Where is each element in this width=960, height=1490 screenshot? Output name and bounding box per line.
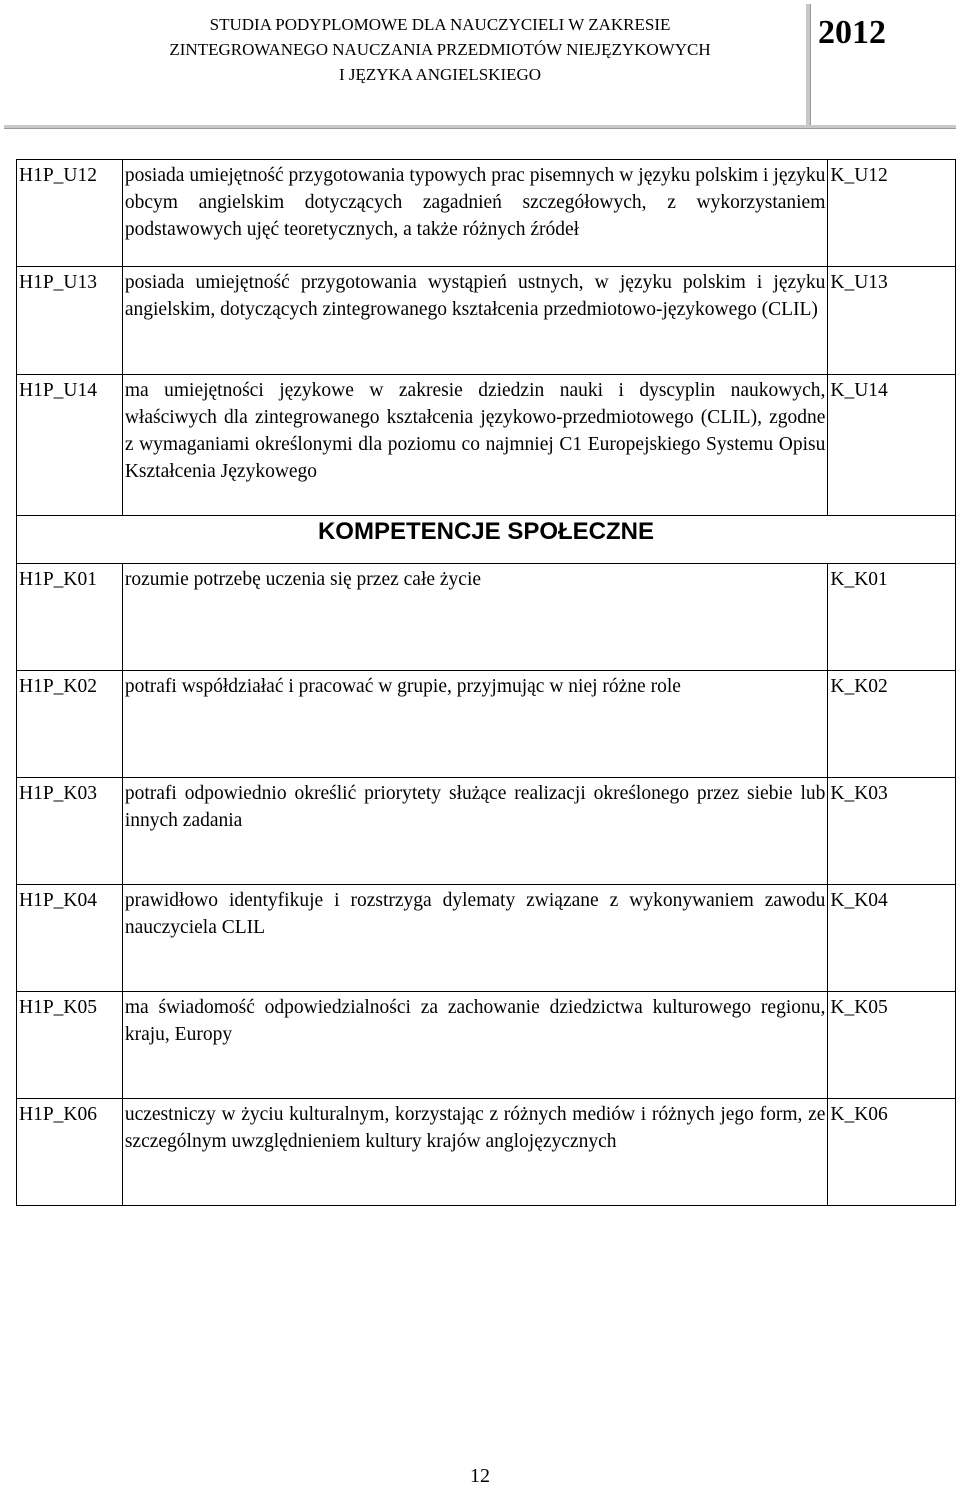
outcome-code: H1P_K02 [17, 671, 123, 778]
outcome-description: uczestniczy w życiu kulturalnym, korzystając z różnych mediów i różnych jego form, ze szczególnym uwzględnieniem kultury krajów anglojęzycznych [122, 1099, 828, 1206]
header-title [90, 12, 790, 87]
outcome-reference: K_K03 [828, 778, 956, 885]
header-divider-vertical [806, 4, 811, 126]
outcome-code: H1P_U13 [17, 267, 123, 375]
outcome-description: prawidłowo identyfikuje i rozstrzyga dylematy związane z wykonywaniem zawodu nauczyciela CLIL [122, 885, 828, 992]
table-row [17, 160, 956, 267]
header-line-3: I JĘZYKA ANGIELSKIEGO [338, 65, 542, 84]
outcome-code: H1P_U14 [17, 375, 123, 516]
outcome-description: ma świadomość odpowiedzialności za zachowanie dziedzictwa kulturowego regionu, kraju, Europy [122, 992, 828, 1099]
outcome-code: H1P_U12 [17, 160, 123, 267]
header-line-2: ZINTEGROWANEGO NAUCZANIA PRZEDMIOTÓW NIEJĘZYKOWYCH [169, 40, 711, 59]
outcome-reference: K_U14 [828, 375, 956, 516]
outcome-reference: K_K06 [828, 1099, 956, 1206]
table-row [17, 671, 956, 778]
outcome-reference: K_U13 [828, 267, 956, 375]
outcome-reference: K_K04 [828, 885, 956, 992]
outcome-code: H1P_K05 [17, 992, 123, 1099]
outcome-description: posiada umiejętność przygotowania typowych prac pisemnych w języku polskim i języku obcym angielskim dotyczących zagadnień szczegółowych, z wykorzystaniem podstawowych ujęć teoretycznych, a także różnych źródeł [122, 160, 828, 267]
table-row [17, 564, 956, 671]
table-row [17, 885, 956, 992]
page-number: 12 [470, 1465, 490, 1487]
outcome-description: rozumie potrzebę uczenia się przez całe życie [122, 564, 828, 671]
outcome-code: H1P_K03 [17, 778, 123, 885]
outcome-code: H1P_K01 [17, 564, 123, 671]
outcome-code: H1P_K04 [17, 885, 123, 992]
outcome-description: posiada umiejętność przygotowania wystąpień ustnych, w języku polskim i języku angielskim, dotyczących zintegrowanego kształcenia przedmiotowo-językowego (CLIL) [122, 267, 828, 375]
page-header [0, 0, 960, 132]
outcome-reference: K_K02 [828, 671, 956, 778]
outcome-description: potrafi odpowiednio określić priorytety służące realizacji określonego przez siebie lub innych zadania [122, 778, 828, 885]
outcome-reference: K_K05 [828, 992, 956, 1099]
table-row [17, 992, 956, 1099]
learning-outcomes-table [16, 159, 956, 1206]
table-row [17, 778, 956, 885]
header-year: 2012 [818, 14, 886, 51]
header-divider-horizontal [4, 125, 956, 129]
outcome-reference: K_K01 [828, 564, 956, 671]
outcome-description: potrafi współdziałać i pracować w grupie, przyjmując w niej różne role [122, 671, 828, 778]
outcome-code: H1P_K06 [17, 1099, 123, 1206]
table-row [17, 1099, 956, 1206]
table-row [17, 267, 956, 375]
section-row [17, 516, 956, 564]
outcome-reference: K_U12 [828, 160, 956, 267]
table-row [17, 375, 956, 516]
header-line-1: STUDIA PODYPLOMOWE DLA NAUCZYCIELI W ZAKRESIE [209, 15, 671, 34]
section-title: KOMPETENCJE SPOŁECZNE [17, 516, 956, 564]
outcome-description: ma umiejętności językowe w zakresie dziedzin nauki i dyscyplin naukowych, właściwych dla zintegrowanego kształcenia językowo-przedmiotowego (CLIL), zgodne z wymaganiami określonymi dla poziomu co najmniej C1 Europejskiego Systemu Opisu Kształcenia Językowego [122, 375, 828, 516]
